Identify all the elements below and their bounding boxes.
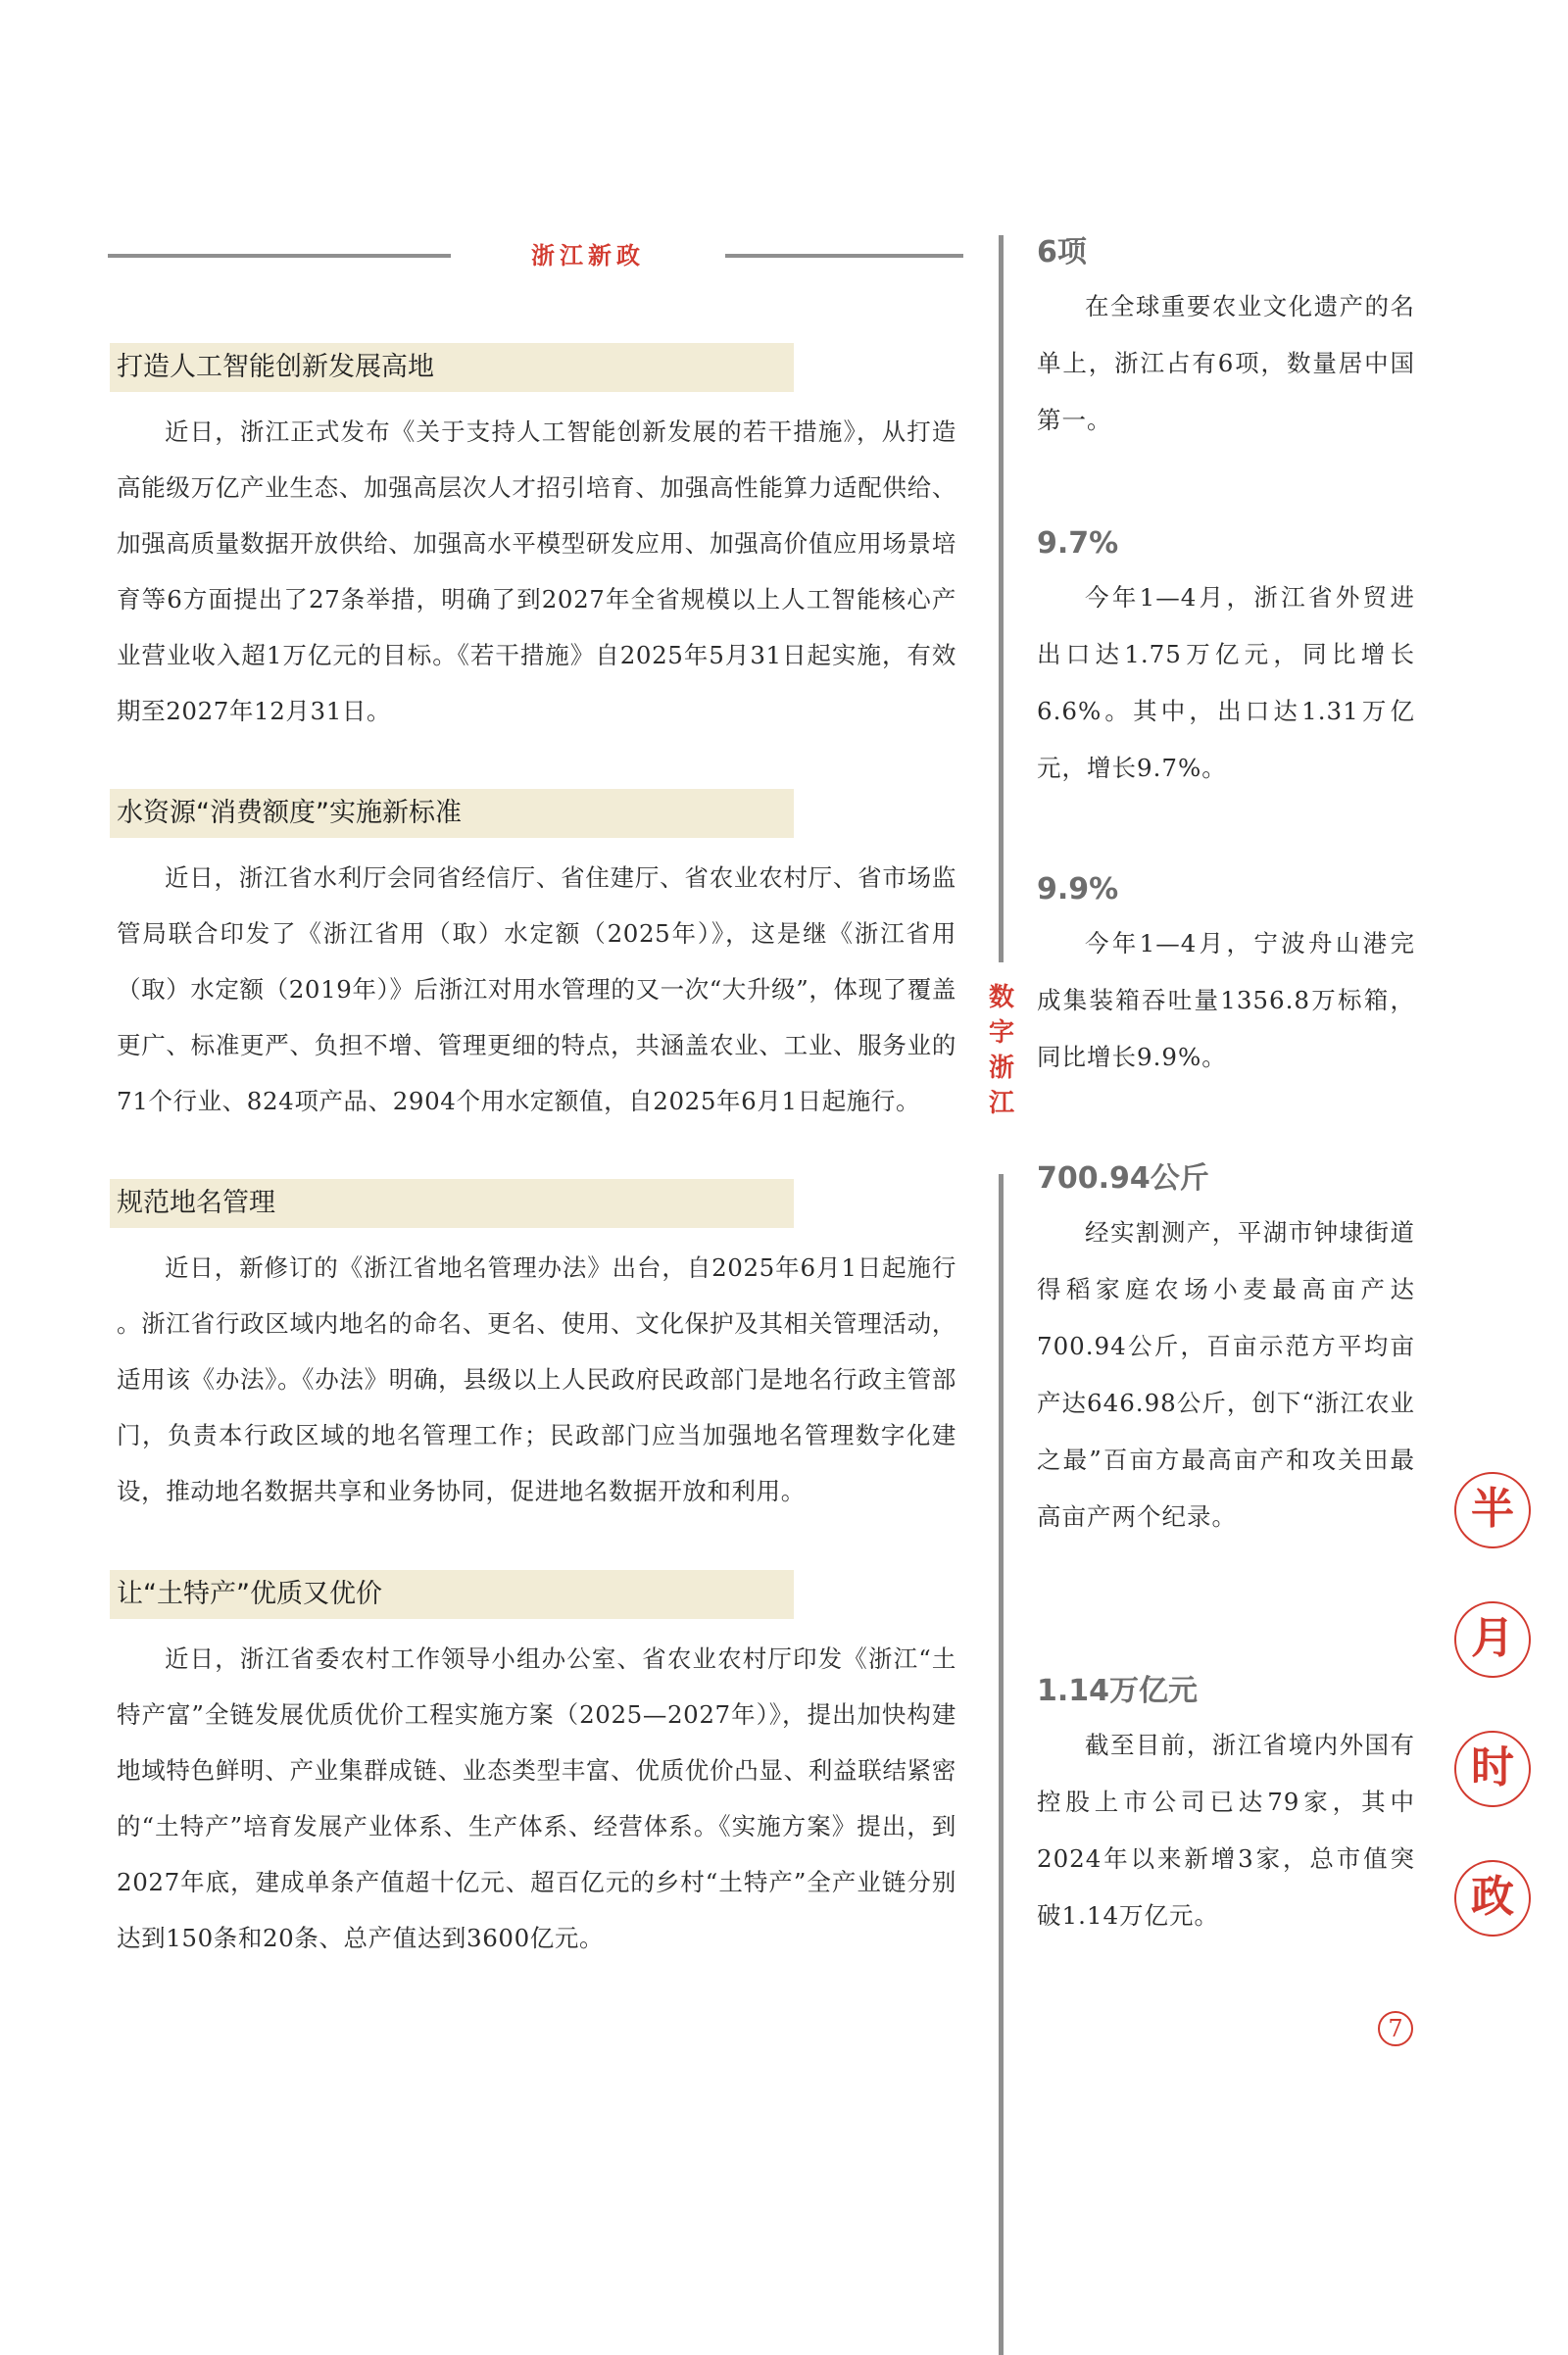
article-body: 近日，浙江正式发布《关于支持人工智能创新发展的若干措施》，从打造高能级万亿产业生态、加强高层次人才招引培育、加强高性能算力适配供给、加强高质量数据开放供给、加强高水平模型研发应用、加强高价值应用场景培育等6方面提出了27条举措，明确了到2027年全省规模以上人工智能核心产业营业收入超1万亿元的目标。《若干措施》自2025年5月31日起实施，有效期至2027年12月31日。 bbox=[117, 417, 956, 725]
article-place-names bbox=[110, 1179, 960, 1519]
article-local-specialties bbox=[110, 1570, 960, 1966]
side-label-char: 浙 bbox=[988, 1054, 1014, 1083]
side-label-char: 字 bbox=[988, 1018, 1014, 1048]
article-heading: 水资源“消费额度”实施新标准 bbox=[110, 789, 794, 838]
article-water-quota bbox=[110, 789, 960, 1129]
side-label-char: 江 bbox=[988, 1089, 1014, 1118]
seal-char: 政 bbox=[1454, 1860, 1531, 1937]
stat-desc: 经实割测产，平湖市钟埭街道得稻家庭农场小麦最高亩产达700.94公斤，百亩示范方平均亩产达646.98公斤，创下“浙江农业之最”百亩方最高亩产和攻关田最高亩产两个纪录。 bbox=[1037, 1218, 1415, 1531]
seal-char: 月 bbox=[1454, 1601, 1531, 1678]
article-body: 近日，浙江省水利厅会同省经信厅、省住建厅、省农业农村厅、省市场监管局联合印发了《浙江省用（取）水定额（2025年）》，这是继《浙江省用（取）水定额（2019年）》后浙江对用水管理的又一次“大升级”，体现了覆盖更广、标准更严、负担不增、管理更细的特点，共涵盖农业、工业、服务业的71个行业、824项产品、2904个用水定额值，自2025年6月1日起施行。 bbox=[117, 863, 956, 1115]
stat-desc: 在全球重要农业文化遗产的名单上，浙江占有6项，数量居中国第一。 bbox=[1037, 292, 1415, 434]
stat-port bbox=[1037, 870, 1415, 1086]
section-title: 浙江新政 bbox=[451, 241, 725, 270]
article-body: 近日，浙江省委农村工作领导小组办公室、省农业农村厅印发《浙江“土特产富”全链发展优质优价工程实施方案（2025—2027年）》，提出加快构建地域特色鲜明、产业集群成链、业态类型丰富、优质优价凸显、利益联结紧密的“土特产”培育发展产业体系、生产体系、经营体系。《实施方案》提出，到2027年底，建成单条产值超十亿元、超百亿元的乡村“土特产”全产业链分别达到150条和20条、总产值达到3600亿元。 bbox=[117, 1644, 956, 1952]
stat-heritage bbox=[1037, 233, 1415, 449]
article-ai-innovation bbox=[110, 343, 960, 739]
article-body: 近日，新修订的《浙江省地名管理办法》出台，自2025年6月1日起施行 。浙江省行政区域内地名的命名、更名、使用、文化保护及其相关管理活动，适用该《办法》。《办法》明确，县级以上人民政府民政部门是地名行政主管部门，负责本行政区域的地名管理工作；民政部门应当加强地名管理数字化建设，推动地名数据共享和业务协同，促进地名数据开放和利用。 bbox=[117, 1253, 956, 1505]
side-label-digital-zhejiang bbox=[980, 980, 1023, 1121]
article-heading: 规范地名管理 bbox=[110, 1179, 794, 1228]
seal-char: 时 bbox=[1454, 1731, 1531, 1807]
column-divider-upper bbox=[999, 235, 1004, 962]
stat-desc: 今年1—4月，浙江省外贸进出口达1.75万亿元，同比增长6.6%。其中，出口达1.31万亿元，增长9.7%。 bbox=[1037, 583, 1415, 782]
stat-value: 700.94公斤 bbox=[1037, 1161, 1209, 1196]
stat-trade bbox=[1037, 524, 1415, 797]
seal-char: 半 bbox=[1454, 1472, 1531, 1548]
side-label-char: 数 bbox=[988, 983, 1014, 1012]
stat-value: 9.7% bbox=[1037, 526, 1119, 561]
stat-desc: 今年1—4月，宁波舟山港完成集装箱吞吐量1356.8万标箱，同比增长9.9%。 bbox=[1037, 929, 1415, 1071]
stat-wheat-yield bbox=[1037, 1159, 1415, 1545]
stat-value: 6项 bbox=[1037, 235, 1087, 270]
article-heading: 打造人工智能创新发展高地 bbox=[110, 343, 794, 392]
page-number: 7 bbox=[1378, 2011, 1413, 2046]
column-divider-lower bbox=[999, 1174, 1004, 2355]
stat-listed-companies bbox=[1037, 1672, 1415, 1944]
stat-value: 9.9% bbox=[1037, 872, 1119, 907]
stat-value: 1.14万亿元 bbox=[1037, 1674, 1199, 1708]
stat-desc: 截至目前，浙江省境内外国有控股上市公司已达79家，其中2024年以来新增3家，总市值突破1.14万亿元。 bbox=[1037, 1731, 1415, 1930]
section-header bbox=[108, 241, 963, 270]
article-heading: 让“土特产”优质又优价 bbox=[110, 1570, 794, 1619]
